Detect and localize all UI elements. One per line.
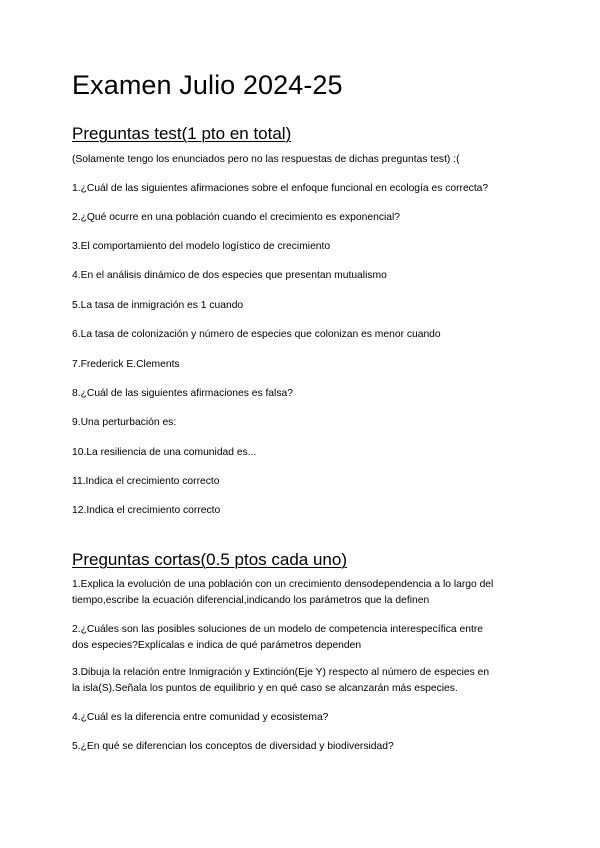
short-question-line: tiempo,escribe la ecuación diferencial,indicando los parámetros que la definen xyxy=(72,595,430,606)
test-question: 9.Una perturbación es: xyxy=(72,417,177,428)
short-question-line: dos especies?Explícalas e indica de qué parámetros dependen xyxy=(72,640,362,651)
section-heading-short: Preguntas cortas(0.5 ptos cada uno) xyxy=(72,550,347,569)
test-question: 3.El comportamiento del modelo logístico de crecimiento xyxy=(72,241,331,252)
test-question: 1.¿Cuál de las siguientes afirmaciones sobre el enfoque funcional en ecología es correcta? xyxy=(72,183,489,194)
test-question: 12.Indica el crecimiento correcto xyxy=(72,505,221,516)
test-question: 7.Frederick E.Clements xyxy=(72,359,180,370)
short-question-line: 3.Dibuja la relación entre Inmigración y Extinción(Eje Y) respecto al número de especies en xyxy=(72,667,490,678)
short-question-line: 2.¿Cuáles son las posibles soluciones de un modelo de competencia interespecífica entre xyxy=(72,624,483,635)
test-question: 8.¿Cuál de las siguientes afirmaciones es falsa? xyxy=(72,388,293,399)
short-question xyxy=(72,665,532,697)
short-question xyxy=(72,577,532,609)
short-question: 4.¿Cuál es la diferencia entre comunidad y ecosistema? xyxy=(72,712,329,723)
test-question: 2.¿Qué ocurre en una población cuando el crecimiento es exponencial? xyxy=(72,212,400,223)
short-question-line: 1.Explica la evolución de una población con un crecimiento densodependencia a lo largo del xyxy=(72,579,494,590)
test-question: 6.La tasa de colonización y número de especies que colonizan es menor cuando xyxy=(72,329,441,340)
test-question: 5.La tasa de inmigración es 1 cuando xyxy=(72,300,244,311)
test-question: 4.En el análisis dinámico de dos especies que presentan mutualismo xyxy=(72,270,387,281)
test-question: 11.Indica el crecimiento correcto xyxy=(72,476,220,487)
section-heading-test: Preguntas test(1 pto en total) xyxy=(72,124,292,143)
short-question: 5.¿En qué se diferencian los conceptos de diversidad y biodiversidad? xyxy=(72,741,394,752)
page-title: Examen Julio 2024-25 xyxy=(72,70,343,100)
short-question-line: la isla(S).Señala los puntos de equilibrio y en qué caso se alcanzarán más especies. xyxy=(72,683,458,694)
section-note: (Solamente tengo los enunciados pero no las respuestas de dichas preguntas test) :( xyxy=(72,154,460,165)
short-question xyxy=(72,622,532,654)
test-question: 10.La resiliencia de una comunidad es... xyxy=(72,447,257,458)
